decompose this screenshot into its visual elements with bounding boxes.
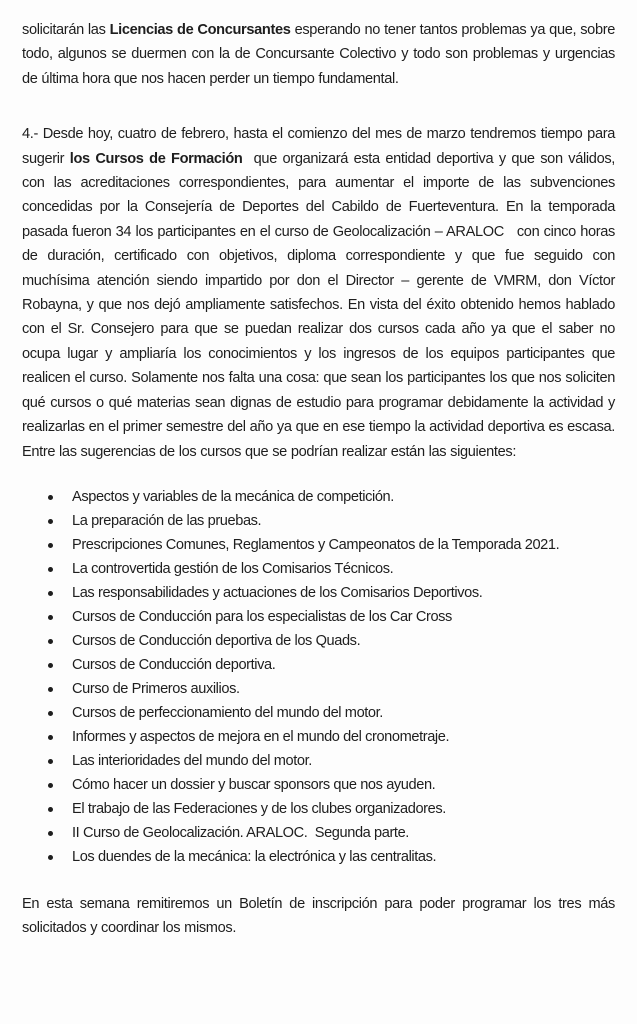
bullet-icon bbox=[48, 519, 53, 524]
bullet-icon bbox=[48, 543, 53, 548]
list-item-text: El trabajo de las Federaciones y de los clubes organizadores. bbox=[72, 800, 446, 817]
list-item-text: II Curso de Geolocalización. ARALOC. Segunda parte. bbox=[72, 824, 409, 841]
bullet-icon bbox=[48, 711, 53, 716]
paragraph-text: esperando no tener tantos problemas ya que, sobre todo, algunos se duermen con la de Concursante Colectivo y todo son problemas y urgencias de última hora que nos hacen perder un tiempo fundamental. bbox=[22, 22, 615, 87]
list-item bbox=[22, 581, 615, 605]
bullet-icon bbox=[48, 567, 53, 572]
bullet-icon bbox=[48, 615, 53, 620]
bold-phrase-cursos: los Cursos de Formación bbox=[69, 150, 243, 167]
bullet-icon bbox=[48, 831, 53, 836]
course-suggestion-list bbox=[22, 485, 615, 869]
list-item-text: Cursos de Conducción deportiva de los Quads. bbox=[72, 632, 361, 649]
list-item-text: Aspectos y variables de la mecánica de competición. bbox=[72, 488, 394, 505]
list-item bbox=[22, 629, 615, 653]
paragraph-licencias bbox=[22, 18, 615, 91]
bullet-icon bbox=[48, 807, 53, 812]
list-item bbox=[22, 605, 615, 629]
bullet-icon bbox=[48, 759, 53, 764]
bullet-icon bbox=[48, 855, 53, 860]
list-item-text: Prescripciones Comunes, Reglamentos y Campeonatos de la Temporada 2021. bbox=[72, 536, 560, 553]
paragraph-text: solicitarán las bbox=[22, 22, 110, 38]
list-item-text: Los duendes de la mecánica: la electrónica y las centralitas. bbox=[72, 848, 437, 865]
bullet-icon bbox=[48, 639, 53, 644]
bullet-icon bbox=[48, 687, 53, 692]
list-item bbox=[22, 485, 615, 509]
bullet-icon bbox=[48, 591, 53, 596]
list-item-text: Informes y aspectos de mejora en el mundo del cronometraje. bbox=[72, 728, 450, 745]
bullet-icon bbox=[48, 783, 53, 788]
list-item-text: Cursos de Conducción para los especialistas de los Car Cross bbox=[72, 608, 452, 625]
paragraph-boletin-inscripcion: En esta semana remitiremos un Boletín de inscripción para poder programar los tres más solicitados y coordinar los mismos. bbox=[22, 895, 615, 937]
list-item bbox=[22, 749, 615, 773]
bold-phrase-licencias: Licencias de Concursantes bbox=[109, 22, 291, 38]
bullet-icon bbox=[48, 735, 53, 740]
list-item-text: Las interioridades del mundo del motor. bbox=[72, 752, 312, 769]
list-item bbox=[22, 845, 615, 869]
bullet-icon bbox=[48, 495, 53, 500]
list-item bbox=[22, 677, 615, 701]
list-item-text: La controvertida gestión de los Comisarios Técnicos. bbox=[72, 560, 394, 577]
list-item bbox=[22, 557, 615, 581]
paragraph-text: que organizará esta entidad deportiva y que son válidos, con las acreditaciones correspondientes, para aumentar el importe de las subvenciones concedidas por la Consejería de Deportes del Cabildo de Fuerteventura. En la temporada pasada fueron 34 los participantes en el curso de Geolocalización – ARALOC con cinco horas de duración, certificado con objetivos, diploma correspondiente y que fue seguido con muchísima atención siendo impartido por don el Director – gerente de VMRM, don Víctor Robayna, y que nos dejó ampliamente satisfechos. En vista del éxito obtenido hemos hablado con el Sr. Consejero para que se puedan realizar dos cursos cada año ya que el saber no ocupa lugar y ampliaría los conocimientos y los ingresos de los equipos participantes que realicen el curso. Solamente nos falta una cosa: que sean los participantes los que nos soliciten qué cursos o qué materias sean dignas de estudio para programar debidamente la actividad y realizarlas en el primer semestre del año ya que en ese tiempo la actividad deportiva es escasa. Entre las sugerencias de los cursos que se podrían realizar están las siguientes: bbox=[22, 150, 619, 460]
list-item-text: La preparación de las pruebas. bbox=[72, 512, 262, 529]
paragraph-text: 4.- Desde hoy, cuatro de febrero, hasta el comienzo del mes de marzo tendremos tiempo para sugerir bbox=[22, 126, 615, 167]
list-item-text: Cómo hacer un dossier y buscar sponsors que nos ayuden. bbox=[72, 776, 436, 793]
list-item bbox=[22, 725, 615, 749]
list-item-text: Cursos de Conducción deportiva. bbox=[72, 656, 276, 673]
list-item bbox=[22, 653, 615, 677]
paragraph-cursos-formacion bbox=[22, 122, 619, 464]
list-item bbox=[22, 797, 615, 821]
list-item-text: Curso de Primeros auxilios. bbox=[72, 680, 240, 697]
list-item bbox=[22, 509, 615, 533]
bullet-icon bbox=[48, 663, 53, 668]
list-item bbox=[22, 821, 615, 845]
list-item-text: Las responsabilidades y actuaciones de los Comisarios Deportivos. bbox=[72, 584, 483, 601]
list-item bbox=[22, 701, 615, 725]
list-item bbox=[22, 773, 615, 797]
list-item bbox=[22, 533, 615, 557]
list-item-text: Cursos de perfeccionamiento del mundo del motor. bbox=[72, 704, 383, 721]
